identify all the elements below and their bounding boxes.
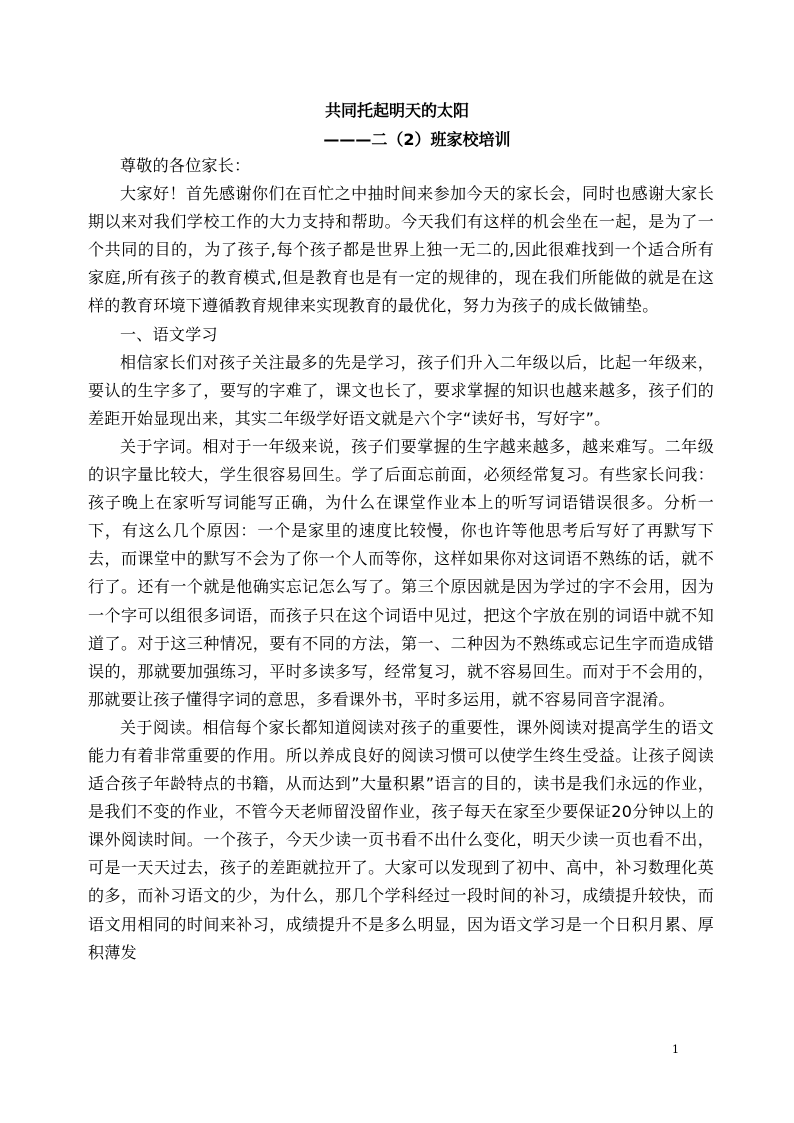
document-body — [88, 152, 714, 967]
page-number: 1 — [672, 1043, 679, 1056]
paragraph-learning: 相信家长们对孩子关注最多的先是学习，孩子们升入二年级以后，比起一年级来，要认的生字多了，要写的字难了，课文也长了，要求掌握的知识也越来越多，孩子们的差距开始显现出来，其实二年级学好语文就是六个字“读好书，写好字”。 — [88, 352, 714, 428]
salutation: 尊敬的各位家长： — [120, 156, 251, 175]
paragraph-reading: 关于阅读。相信每个家长都知道阅读对孩子的重要性，课外阅读对提高学生的语文能力有着非常重要的作用。所以养成良好的阅读习惯可以使学生终生受益。让孩子阅读适合孩子年龄特点的书籍，从而达到”大量积累”语言的目的，读书是我们永远的作业，是我们不变的作业，不管今天老师留没留作业，孩子每天在家至少要保证20分钟以上的课外阅读时间。一个孩子，今天少读一页书看不出什么变化，明天少读一页也看不出，可是一天天过去，孩子的差距就拉开了。大家可以发现到了初中、高中，补习数理化英的多，而补习语文的少，为什么，那几个学科经过一段时间的补习，成绩提升较快，而语文用相同的时间来补习，成绩提升不是多么明显，因为语文学习是一个日积月累、厚积薄发 — [88, 717, 714, 962]
paragraph-vocabulary: 关于字词。相对于一年级来说，孩子们要掌握的生字越来越多，越来难写。二年级的识字量比较大，学生很容易回生。学了后面忘前面，必须经常复习。有些家长问我：孩子晚上在家听写词能写正确，为什么在课堂作业本上的听写词语错误很多。分析一下，有这么几个原因：一个是家里的速度比较慢，你也许等他思考后写好了再默写下去，而课堂中的默写不会为了你一个人而等你，这样如果你对这词语不熟练的话，就不行了。还有一个就是他确实忘记怎么写了。第三个原因就是因为学过的字不会用，因为一个字可以组很多词语，而孩子只在这个词语中见过，把这个字放在别的词语中就不知道了。对于这三种情况，要有不同的方法，第一、二种因为不熟练或忘记生字而造成错误的，那就要加强练习，平时多读多写，经常复习，就不容易回生。而对于不会用的，那就要让孩子懂得字词的意思，多看课外书，平时多运用，就不容易同音字混淆。 — [88, 436, 714, 709]
document-title: 共同托起明天的太阳 — [324, 101, 469, 120]
section-heading-chinese: 一、语文学习 — [120, 324, 218, 344]
document-subtitle: ———二（2）班家校培训 — [323, 130, 511, 149]
paragraph-greeting: 大家好！首先感谢你们在百忙之中抽时间来参加今天的家长会，同时也感谢大家长期以来对我们学校工作的大力支持和帮助。今天我们有这样的机会坐在一起，是为了一个共同的目的，为了孩子,每个孩子都是世界上独一无二的,因此很难找到一个适合所有家庭,所有孩子的教育模式,但是教育也是有一定的规律的，现在我们所能做的就是在这样的教育环境下遵循教育规律来实现教育的最优化，努力为孩子的成长做铺垫。 — [88, 184, 714, 316]
